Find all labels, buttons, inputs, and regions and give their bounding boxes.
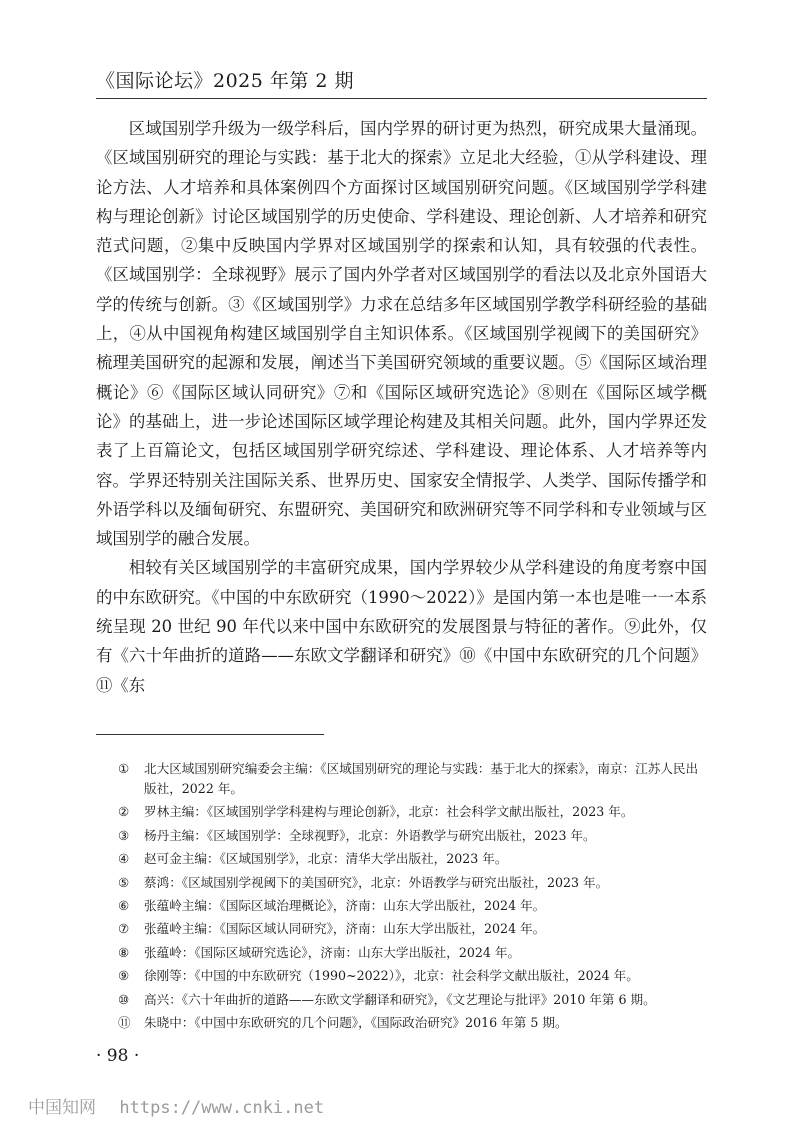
footnote-marker: ③ bbox=[118, 827, 130, 843]
footnote-6 bbox=[118, 896, 702, 916]
footnote-marker: ④ bbox=[118, 851, 130, 867]
footnote-11 bbox=[118, 1013, 702, 1033]
page-number: · 98 · bbox=[96, 1046, 140, 1066]
body-paragraph-1: 区域国别学升级为一级学科后，国内学界的研讨更为热烈，研究成果大量涌现。《区域国别研究的理论与实践：基于北大的探索》立足北大经验，①从学科建设、理论方法、人才培养和具体案例四个方面探讨区域国别研究问题。《区域国别学学科建构与理论创新》讨论区域国别学的历史使命、学科建设、理论创新、人才培养和研究范式问题，②集中反映国内学界对区域国别学的探索和认知，具有较强的代表性。《区域国别学：全球视野》展示了国内外学者对区域国别学的看法以及北京外国语大学的传统与创新。③《区域国别学》力求在总结多年区域国别学教学科研经验的基础上，④从中国视角构建区域国别学自主知识体系。《区域国别学视阈下的美国研究》梳理美国研究的起源和发展，阐述当下美国研究领域的重要议题。⑤《国际区域治理概论》⑥《国际区域认同研究》⑦和《国际区域研究选论》⑧则在《国际区域学概论》的基础上，进一步论述国际区域学理论构建及其相关问题。此外，国内学界还发表了上百篇论文，包括区域国别学研究综述、学科建设、理论体系、人才培养等内容。学界还特别关注国际关系、世界历史、国家安全情报学、人类学、国际传播学和外语学科以及缅甸研究、东盟研究、美国研究和欧洲研究等不同学科和专业领域与区域国别学的融合发展。 bbox=[96, 119, 707, 549]
footnote-5 bbox=[118, 873, 702, 893]
footnote-text: 赵可金主编：《区域国别学》，北京：清华大学出版社，2023 年。 bbox=[144, 851, 508, 867]
footnote-text: 蔡鸿：《区域国别学视阈下的美国研究》，北京：外语教学与研究出版社，2023 年。 bbox=[144, 874, 609, 890]
journal-header-title: 《国际论坛》2025 年第 2 期 bbox=[96, 70, 355, 92]
footnote-1 bbox=[118, 759, 702, 799]
footnote-text: 罗林主编：《区域国别学学科建构与理论创新》，北京：社会科学文献出版社，2023 年。 bbox=[144, 804, 634, 820]
body-paragraph-2: 相较有关区域国别学的丰富研究成果，国内学界较少从学科建设的角度考察中国的中东欧研究。《中国的中东欧研究（1990～2022）》是国内第一本也是唯一一本系统呈现 20 世纪 90 年代以来中国中东欧研究的发展图景与特征的著作。⑨此外，仅有《六十年曲折的道路——东欧文学翻译和研究》⑩《中国中东欧研究的几个问题》⑪《东 bbox=[96, 558, 707, 695]
footnote-3 bbox=[118, 826, 702, 846]
footnote-text: 徐刚等：《中国的中东欧研究（1990~2022）》，北京：社会科学文献出版社，2024 年。 bbox=[144, 968, 639, 984]
cnki-watermark bbox=[28, 1093, 324, 1118]
watermark-url: https://www.cnki.net bbox=[119, 1098, 325, 1118]
article-body bbox=[96, 114, 707, 700]
footnote-text: 杨丹主编：《区域国别学：全球视野》，北京：外语教学与研究出版社，2023 年。 bbox=[144, 827, 596, 843]
footnote-10 bbox=[118, 990, 702, 1010]
footnote-marker: ② bbox=[118, 804, 130, 820]
footnote-text: 北大区域国别研究编委会主编：《区域国别研究的理论与实践：基于北大的探索》，南京：江苏人民出版社，2022 年。 bbox=[144, 761, 699, 796]
footnote-list bbox=[118, 759, 702, 1036]
footnote-7 bbox=[118, 919, 702, 939]
footnote-marker: ⑥ bbox=[118, 897, 130, 913]
footnote-marker: ⑦ bbox=[118, 921, 130, 937]
footnote-9 bbox=[118, 966, 702, 986]
footnote-text: 高兴：《六十年曲折的道路——东欧文学翻译和研究》，《文艺理论与批评》2010 年第 6 期。 bbox=[144, 991, 656, 1007]
footnote-marker: ① bbox=[118, 761, 130, 776]
footnote-marker: ⑩ bbox=[118, 991, 130, 1007]
footnote-marker: ⑤ bbox=[118, 874, 130, 890]
footnote-text: 张蕴岭主编：《国际区域治理概论》，济南：山东大学出版社，2024 年。 bbox=[144, 897, 546, 913]
footnote-divider bbox=[96, 734, 324, 735]
footnote-text: 张蕴岭：《国际区域研究选论》，济南：山东大学出版社，2024 年。 bbox=[144, 944, 521, 960]
footnote-marker: ⑪ bbox=[118, 1014, 131, 1030]
footnote-text: 朱晓中：《中国中东欧研究的几个问题》，《国际政治研究》2016 年第 5 期。 bbox=[144, 1014, 568, 1030]
footnote-marker: ⑧ bbox=[118, 944, 130, 960]
watermark-site-name: 中国知网 bbox=[28, 1098, 96, 1118]
footnote-marker: ⑨ bbox=[118, 968, 130, 984]
footnote-text: 张蕴岭主编：《国际区域认同研究》，济南：山东大学出版社，2024 年。 bbox=[144, 921, 546, 937]
header-divider bbox=[96, 98, 707, 99]
footnote-4 bbox=[118, 849, 702, 869]
footnote-2 bbox=[118, 802, 702, 822]
footnote-8 bbox=[118, 943, 702, 963]
